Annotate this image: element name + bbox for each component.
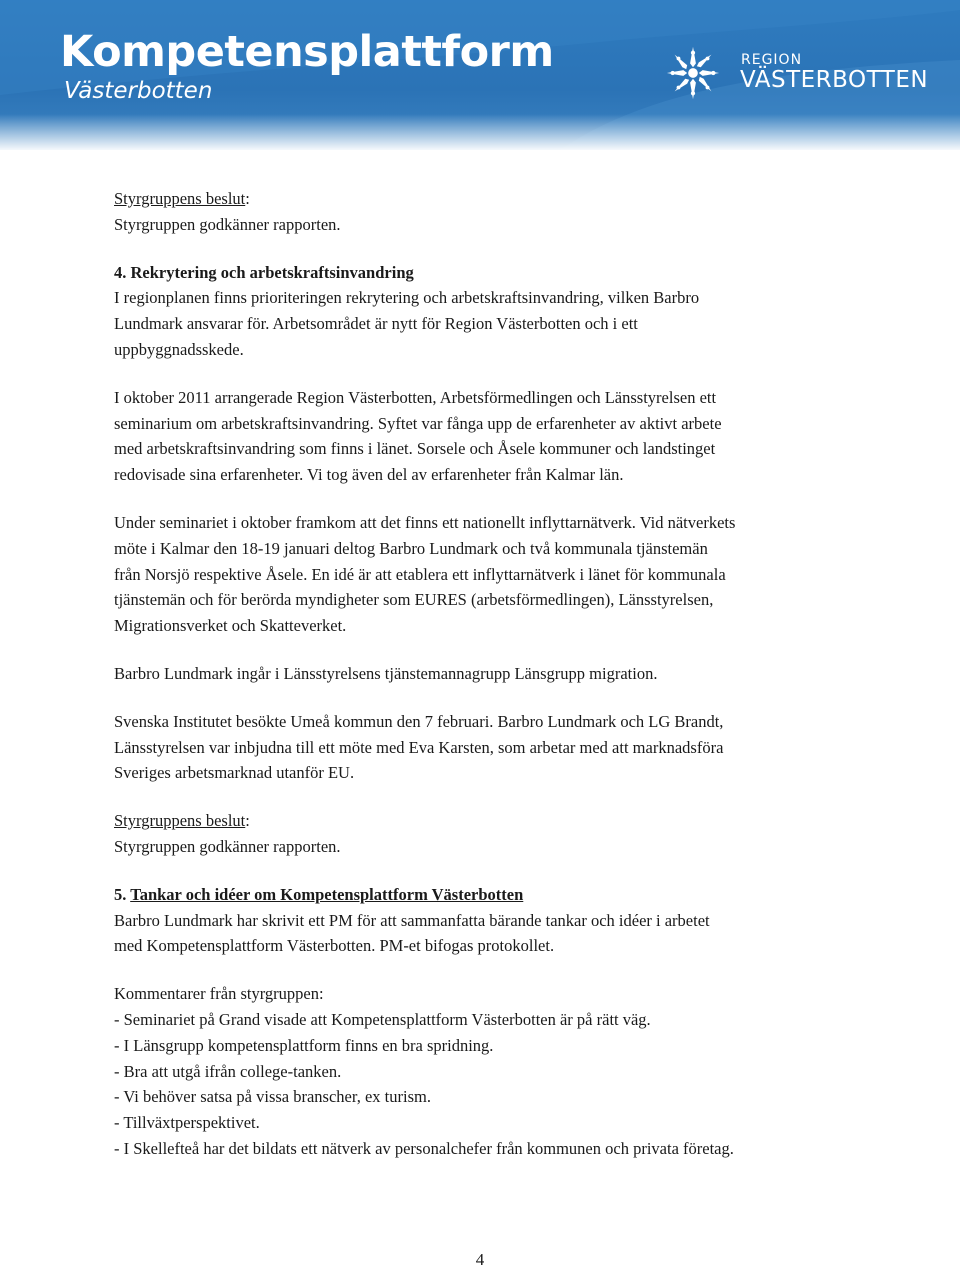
paragraph-line: Migrationsverket och Skatteverket. [114, 616, 347, 636]
paragraph-line: möte i Kalmar den 18-19 januari deltog Barbro Lundmark och två kommunala tjänstemän [114, 538, 708, 558]
paragraph-line: Svenska Institutet besökte Umeå kommun den 7 februari. Barbro Lundmark och LG Brandt, [114, 711, 724, 731]
brand-subtitle: Västerbotten [64, 78, 213, 104]
comment-item: - Vi behöver satsa på vissa branscher, ex turism. [114, 1087, 431, 1107]
header-banner [0, 0, 960, 150]
page-number: 4 [475, 1250, 485, 1269]
paragraph-line: uppbyggnadsskede. [114, 339, 244, 359]
decision-text: Styrgruppen godkänner rapporten. [114, 836, 341, 856]
paragraph-line: Barbro Lundmark ingår i Länsstyrelsens tjänstemannagrupp Länsgrupp migration. [114, 663, 658, 683]
section-5-intro [114, 882, 914, 959]
section-4-institute-paragraph [114, 709, 914, 786]
section-4-intro [114, 260, 914, 363]
paragraph-line: I oktober 2011 arrangerade Region Västerbotten, Arbetsförmedlingen och Länsstyrelsen ett [114, 387, 717, 407]
decision-heading-line [114, 808, 914, 834]
brand-title: Kompetensplattform [60, 27, 554, 77]
paragraph-line: I regionplanen finns prioriteringen rekrytering och arbetskraftsinvandring, vilken Barbro [114, 288, 700, 308]
region-label-big: VÄSTERBOTTEN [740, 67, 929, 93]
section-4-heading: 4. Rekrytering och arbetskraftsinvandring [114, 262, 414, 282]
comment-item: - I Skellefteå har det bildats ett nätverk av personalchefer från kommunen och privata företag. [114, 1138, 734, 1158]
comments-heading: Kommentarer från styrgruppen: [114, 984, 324, 1004]
paragraph-line: Sveriges arbetsmarknad utanför EU. [114, 763, 355, 783]
paragraph-line: seminarium om arbetskraftsinvandring. Syftet var fånga upp de erfarenheter av aktivt arbete [114, 413, 722, 433]
section-5-heading: Tankar och idéer om Kompetensplattform Västerbotten [130, 884, 524, 904]
comment-item: - I Länsgrupp kompetensplattform finns en bra spridning. [114, 1035, 494, 1055]
banner-fade [0, 114, 960, 150]
decision-heading: Styrgruppens beslut [114, 811, 246, 831]
paragraph-line: med arbetskraftsinvandring som finns i länet. Sorsele och Åsele kommuner och landstinget [114, 439, 716, 459]
section-4-network-paragraph [114, 510, 914, 639]
comment-item: - Tillväxtperspektivet. [114, 1113, 260, 1133]
decision-heading-colon: : [245, 811, 250, 831]
comment-item: - Seminariet på Grand visade att Kompetensplattform Västerbotten är på rätt väg. [114, 1009, 651, 1029]
section-5-number: 5. [114, 884, 127, 904]
section-4-seminar-paragraph [114, 385, 914, 488]
paragraph-line: Lundmark ansvarar för. Arbetsområdet är nytt för Region Västerbotten och i ett [114, 314, 638, 334]
paragraph-line: Under seminariet i oktober framkom att det finns ett nationellt inflyttarnätverk. Vid nätverkets [114, 512, 736, 532]
comment-item: - Bra att utgå ifrån college-tanken. [114, 1061, 342, 1081]
document-body [114, 186, 914, 1184]
decision-block-1 [114, 186, 914, 238]
paragraph-line: med Kompetensplattform Västerbotten. PM-et bifogas protokollet. [114, 936, 555, 956]
decision-text: Styrgruppen godkänner rapporten. [114, 214, 341, 234]
paragraph-line: från Norsjö respektive Åsele. En idé är att etablera ett inflyttarnätverk i länet för kommunala [114, 564, 726, 584]
paragraph-line: Barbro Lundmark har skrivit ett PM för att sammanfatta bärande tankar och idéer i arbetet [114, 910, 710, 930]
paragraph-line: tjänstemän och för berörda myndigheter som EURES (arbetsförmedlingen), Länsstyrelsen, [114, 590, 714, 610]
section-4-group-paragraph [114, 661, 914, 687]
section-5-heading-line [114, 882, 914, 908]
region-label-small: REGION [741, 52, 803, 68]
decision-heading-line [114, 186, 914, 212]
decision-heading: Styrgruppens beslut [114, 189, 246, 208]
section-5-comments [114, 981, 914, 1162]
paragraph-line: redovisade sina erfarenheter. Vi tog även del av erfarenheter från Kalmar län. [114, 465, 624, 485]
snowflake-star-icon [664, 44, 722, 102]
decision-heading-colon: : [245, 189, 250, 208]
decision-block-2 [114, 808, 914, 860]
paragraph-line: Länsstyrelsen var inbjudna till ett möte med Eva Karsten, som arbetar med att marknadsföra [114, 737, 724, 757]
